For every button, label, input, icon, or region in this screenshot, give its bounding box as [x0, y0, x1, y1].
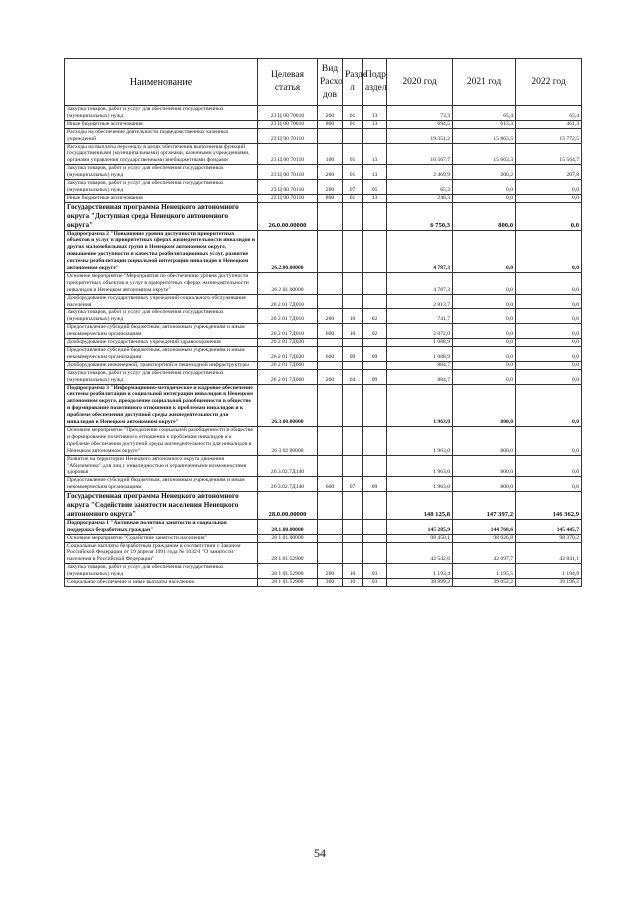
cell-2022: 0,0 — [516, 384, 582, 426]
cell-podr — [363, 272, 387, 294]
table-row — [65, 120, 582, 128]
table-row — [65, 564, 582, 579]
cell-vid — [318, 202, 343, 230]
cell-name: Основное мероприятие "Содействие занятости населения" — [65, 534, 258, 542]
cell-podr: 09 — [363, 369, 387, 384]
cell-name: Основное мероприятие "Мероприятия по обеспечению уровня доступности приоритетных объектов и услуг в приоритетных сферах жизнедеятельности инвалидов в Ненецком автономном округе" — [65, 272, 258, 294]
cell-name: Дооборудование инженерной, транспортной и пешеходной инфраструктуры — [65, 361, 258, 369]
cell-code: 26 2 01 7Д020 — [258, 347, 318, 362]
cell-2022: 1 194,9 — [516, 564, 582, 579]
cell-vid: 600 — [318, 477, 343, 492]
table-row — [65, 180, 582, 195]
cell-code: 26 2 01 00000 — [258, 272, 318, 294]
cell-razd: 01 — [343, 143, 363, 165]
cell-2022: 0,0 — [516, 230, 582, 272]
cell-code: 23 Ц 00 70110 — [258, 128, 318, 143]
table-row — [65, 369, 582, 384]
cell-2022: 145 445,7 — [516, 519, 582, 534]
cell-2020: 1 963,0 — [387, 455, 453, 477]
cell-code: 26 3.02.7Д140 — [258, 477, 318, 492]
cell-razd — [343, 272, 363, 294]
cell-2021: 0,0 — [453, 180, 516, 195]
cell-podr — [363, 426, 387, 455]
table-row — [65, 272, 582, 294]
cell-2021: 0,0 — [453, 347, 516, 362]
cell-podr: 03 — [363, 564, 387, 579]
cell-code: 28 1.01.52900 — [258, 542, 318, 564]
cell-vid — [318, 542, 343, 564]
cell-razd: 10 — [343, 324, 363, 339]
cell-podr: 13 — [363, 106, 387, 121]
cell-2021: 42 697,7 — [453, 542, 516, 564]
cell-podr: 13 — [363, 120, 387, 128]
cell-name: Иные бюджетные ассигнования — [65, 120, 258, 128]
cell-razd: 01 — [343, 194, 363, 202]
budget-table-sheet — [64, 58, 581, 587]
cell-razd — [343, 361, 363, 369]
cell-name: Государственная программа Ненецкого автономного округа "Содействие занятости населения Ненецкого автономного округа" — [65, 492, 258, 520]
cell-podr — [363, 339, 387, 347]
cell-vid: 200 — [318, 369, 343, 384]
cell-razd — [343, 339, 363, 347]
cell-name: Расходы на обеспечение деятельности подведомственных казенных учреждений — [65, 128, 258, 143]
cell-vid — [318, 492, 343, 520]
cell-name: Закупка товаров, работ и услуг для обеспечения государственных (муниципальных) нужд — [65, 165, 258, 180]
cell-vid: 200 — [318, 106, 343, 121]
header-razd: Разде л — [343, 59, 363, 106]
cell-name: Подпрограмма 3 "Информационно-методическое и кадровое обеспечение системы реабилитации и социальной интеграции инвалидов в Ненецком автономном округе, преодоление социальной разобщенности в обществе и формирование позитивного отношения к проблемам инвалидов и к проблеме обеспечения доступной среды жизнедеятельности для инвалидов в Ненецком автономном округе" — [65, 384, 258, 426]
cell-2021: 615,3 — [453, 120, 516, 128]
cell-vid — [318, 455, 343, 477]
header-podr: Подр аздел — [363, 59, 387, 106]
table-row — [65, 384, 582, 426]
cell-name: Закупка товаров, работ и услуг для обеспечения государственных (муниципальных) нужд — [65, 369, 258, 384]
cell-razd: 09 — [343, 347, 363, 362]
table-row — [65, 361, 582, 369]
table-row — [65, 534, 582, 542]
cell-2022: 0,0 — [516, 369, 582, 384]
cell-code: 23 Ц 00 70010 — [258, 120, 318, 128]
cell-2021: 800,0 — [453, 202, 516, 230]
cell-code: 23 Ц 00 70110 — [258, 165, 318, 180]
cell-razd: 07 — [343, 180, 363, 195]
cell-razd — [343, 519, 363, 534]
cell-name: Закупка товаров, работ и услуг для обеспечения государственных (муниципальных) нужд — [65, 180, 258, 195]
cell-razd — [343, 230, 363, 272]
cell-vid — [318, 361, 343, 369]
cell-2020: 4 787,3 — [387, 230, 453, 272]
cell-razd — [343, 294, 363, 309]
cell-2020: 2 813,7 — [387, 294, 453, 309]
cell-razd — [343, 384, 363, 426]
cell-name: Закупка товаров, работ и услуг для обеспечения государственных (муниципальных) нужд — [65, 564, 258, 579]
cell-2022: 0,0 — [516, 347, 582, 362]
cell-razd — [343, 542, 363, 564]
cell-2022: 65,4 — [516, 106, 582, 121]
cell-podr: 13 — [363, 194, 387, 202]
cell-2021: 200,2 — [453, 165, 516, 180]
table-row — [65, 230, 582, 272]
cell-code: 26 2 01 7Д010 — [258, 309, 318, 324]
cell-podr: 13 — [363, 165, 387, 180]
cell-2021: 15 863,5 — [453, 128, 516, 143]
cell-2021: 0,0 — [453, 361, 516, 369]
cell-vid — [318, 294, 343, 309]
cell-2022: 0,0 — [516, 294, 582, 309]
cell-vid — [318, 230, 343, 272]
table-row — [65, 294, 582, 309]
cell-2020: 145 285,9 — [387, 519, 453, 534]
cell-2020: 65,3 — [387, 180, 453, 195]
cell-razd: 04 — [343, 369, 363, 384]
table-row — [65, 542, 582, 564]
cell-2022: 0,0 — [516, 477, 582, 492]
table-row — [65, 202, 582, 230]
cell-2020: 884,7 — [387, 369, 453, 384]
cell-2021: 0,0 — [453, 309, 516, 324]
cell-podr: 05 — [363, 180, 387, 195]
cell-2020: 4 787,3 — [387, 272, 453, 294]
cell-2021: 0,0 — [453, 339, 516, 347]
cell-vid: 300 — [318, 579, 343, 587]
cell-2022: 0,0 — [516, 272, 582, 294]
cell-code: 28.0.00.00000 — [258, 492, 318, 520]
cell-code: 26 2 01 7Д010 — [258, 294, 318, 309]
table-row — [65, 106, 582, 121]
cell-razd — [343, 202, 363, 230]
table-row — [65, 309, 582, 324]
cell-vid: 200 — [318, 309, 343, 324]
cell-2022: 461,3 — [516, 120, 582, 128]
cell-podr — [363, 519, 387, 534]
cell-2022: 0,0 — [516, 426, 582, 455]
table-row — [65, 194, 582, 202]
table-row — [65, 426, 582, 455]
cell-2022: 0,0 — [516, 361, 582, 369]
cell-2022: 39 196,2 — [516, 579, 582, 587]
cell-name: Подпрограмма 2 "Повышение уровня доступности приоритетных объектов и услуг в приоритетных сферах жизнедеятельности инвалидов и других маломобильных групп в Ненецком автономном округе, повышение доступности и качества реабилитационных услуг, развитие системы реабилитации социальной интеграции инвалидов в Ненецком автономном округе" — [65, 230, 258, 272]
cell-name: Предоставление субсидий бюджетным, автономным учреждениям и иным некоммерческим организациям — [65, 347, 258, 362]
cell-2021: 1 195,5 — [453, 564, 516, 579]
cell-2021: 39 052,2 — [453, 579, 516, 587]
cell-podr — [363, 542, 387, 564]
cell-2020: 2 469,9 — [387, 165, 453, 180]
table-row — [65, 143, 582, 165]
cell-code: 26.2.00.00000 — [258, 230, 318, 272]
cell-name: Предоставление субсидий бюджетным, автономным учреждениям и иным некоммерческим организациям — [65, 477, 258, 492]
cell-2020: 1 193,4 — [387, 564, 453, 579]
table-row — [65, 324, 582, 339]
cell-2022: 0,0 — [516, 455, 582, 477]
cell-vid: 800 — [318, 120, 343, 128]
cell-vid — [318, 534, 343, 542]
cell-vid: 100 — [318, 143, 343, 165]
cell-2021: 0,0 — [453, 369, 516, 384]
header-code: Целевая статья — [258, 59, 318, 106]
cell-name: Иные бюджетные ассигнования — [65, 194, 258, 202]
cell-2021: 0,0 — [453, 294, 516, 309]
cell-vid: 200 — [318, 180, 343, 195]
table-row — [65, 128, 582, 143]
cell-vid: 200 — [318, 165, 343, 180]
cell-podr — [363, 384, 387, 426]
cell-2022: 0,0 — [516, 202, 582, 230]
cell-2020: 1 963,0 — [387, 477, 453, 492]
cell-code: 28 1 01.52900 — [258, 564, 318, 579]
cell-podr — [363, 492, 387, 520]
cell-code: 28 1 01.00000 — [258, 534, 318, 542]
cell-code: 26.3.02.7Д140 — [258, 455, 318, 477]
cell-razd — [343, 534, 363, 542]
cell-2021: 0,0 — [453, 194, 516, 202]
cell-code: 26.0.00.00000 — [258, 202, 318, 230]
cell-razd: 01 — [343, 106, 363, 121]
cell-razd: 10 — [343, 579, 363, 587]
cell-podr: 09 — [363, 477, 387, 492]
cell-2020: 1 963,0 — [387, 384, 453, 426]
cell-razd: 10 — [343, 564, 363, 579]
table-body — [65, 106, 582, 587]
cell-razd: 07 — [343, 477, 363, 492]
cell-podr: 13 — [363, 143, 387, 165]
cell-podr — [363, 455, 387, 477]
cell-name: Социальное обеспечение и иные выплаты населению — [65, 579, 258, 587]
cell-podr — [363, 128, 387, 143]
cell-name: Закупка товаров, работ и услуг для обеспечения государственных (муниципальных) нужд — [65, 309, 258, 324]
cell-name: Развитие на территории Ненецкого автономного округа движения "Абилимпикс" для лиц с инвалидностью и ограниченными возможностями здоровья — [65, 455, 258, 477]
cell-2020: 1 963,0 — [387, 426, 453, 455]
cell-code: 23 Ц 00 70110 — [258, 180, 318, 195]
cell-2020: 884,7 — [387, 361, 453, 369]
cell-vid — [318, 272, 343, 294]
cell-code: 26 2 01 7Д010 — [258, 324, 318, 339]
cell-code: 26 2 01 7Д020 — [258, 339, 318, 347]
cell-podr — [363, 202, 387, 230]
cell-2021: 800,0 — [453, 384, 516, 426]
table-row — [65, 492, 582, 520]
cell-razd — [343, 455, 363, 477]
cell-podr: 02 — [363, 309, 387, 324]
cell-2021: 800,0 — [453, 455, 516, 477]
cell-2021: 98 026,8 — [453, 534, 516, 542]
cell-2020: 73,3 — [387, 106, 453, 121]
table-header-row — [65, 59, 582, 106]
cell-2021: 800,0 — [453, 426, 516, 455]
cell-2022: 0,0 — [516, 194, 582, 202]
cell-2022: 146 362,9 — [516, 492, 582, 520]
cell-code: 23 Ц 00 70010 — [258, 106, 318, 121]
table-row — [65, 519, 582, 534]
cell-name: Основное мероприятие "Преодоление социальной разобщенности в обществе и формирование позитивного отношения к проблемам инвалидов и к проблеме обеспечения доступной среды жизнедеятельности для инвалидов в Ненецком автономном округе" — [65, 426, 258, 455]
cell-name: Государственная программа Ненецкого автономного округа "Доступная среда Ненецкого автономного округа" — [65, 202, 258, 230]
cell-vid — [318, 128, 343, 143]
cell-2022: 15 564,7 — [516, 143, 582, 165]
cell-2020: 741,7 — [387, 309, 453, 324]
cell-2021: 147 397,2 — [453, 492, 516, 520]
header-2022: 2022 год — [516, 59, 582, 106]
cell-2022: 0,0 — [516, 339, 582, 347]
cell-2022: 0,0 — [516, 180, 582, 195]
cell-2020: 19 351,2 — [387, 128, 453, 143]
cell-vid: 600 — [318, 347, 343, 362]
cell-code: 26 3 02 00000 — [258, 426, 318, 455]
cell-razd — [343, 492, 363, 520]
cell-2022: 0,0 — [516, 324, 582, 339]
cell-podr — [363, 294, 387, 309]
cell-name: Дооборудование государственных учреждений социального обслуживания населения — [65, 294, 258, 309]
cell-podr — [363, 361, 387, 369]
cell-2021: 0,0 — [453, 272, 516, 294]
budget-table — [64, 58, 582, 587]
cell-name: Социальные выплаты безработным гражданам в соответствии с Законом Российской Федерации от 19 апреля 1991 года № 1032-I "О занятости населения в Российской Федерации" — [65, 542, 258, 564]
cell-name: Предоставление субсидий бюджетным, автономным учреждениям и иным некоммерческим организациям — [65, 324, 258, 339]
cell-name: Дооборудование государственных учреждений здравоохранения — [65, 339, 258, 347]
cell-2020: 38 899,2 — [387, 579, 453, 587]
cell-2020: 2 072,0 — [387, 324, 453, 339]
header-2021: 2021 год — [453, 59, 516, 106]
cell-2021: 15 663,3 — [453, 143, 516, 165]
cell-vid — [318, 519, 343, 534]
cell-2022: 207,8 — [516, 165, 582, 180]
cell-name: Подпрограмма 1 "Активная политика занятости и социальная поддержка безработных граждан" — [65, 519, 258, 534]
cell-2020: 694,5 — [387, 120, 453, 128]
cell-code: 28.1.00.00000 — [258, 519, 318, 534]
cell-razd: 10 — [343, 309, 363, 324]
cell-razd: 01 — [343, 165, 363, 180]
cell-razd — [343, 128, 363, 143]
cell-podr: 02 — [363, 324, 387, 339]
cell-vid: 800 — [318, 194, 343, 202]
cell-vid: 200 — [318, 564, 343, 579]
cell-2020: 16 567,7 — [387, 143, 453, 165]
cell-2022: 98 370,2 — [516, 534, 582, 542]
cell-2020: 148 125,8 — [387, 492, 453, 520]
header-2020: 2020 год — [387, 59, 453, 106]
table-row — [65, 477, 582, 492]
cell-2022: 15 772,5 — [516, 128, 582, 143]
cell-2021: 800,0 — [453, 477, 516, 492]
cell-2021: 0,0 — [453, 230, 516, 272]
header-vid: Вид Расхо дов — [318, 59, 343, 106]
table-row — [65, 455, 582, 477]
cell-2021: 0,0 — [453, 324, 516, 339]
cell-podr: 09 — [363, 347, 387, 362]
cell-podr — [363, 230, 387, 272]
cell-name: Расходы на выплаты персоналу в целях обеспечения выполнения функций государственными (муниципальными) органами, казенными учреждениями, органами управления государственными внебюджетными фондами — [65, 143, 258, 165]
cell-2021: 144 768,6 — [453, 519, 516, 534]
header-name: Наименование — [65, 59, 258, 106]
cell-code: 23 Ц 00 70110 — [258, 194, 318, 202]
cell-2020: 42 542,6 — [387, 542, 453, 564]
cell-vid — [318, 426, 343, 455]
cell-2020: 1 088,9 — [387, 347, 453, 362]
cell-2022: 42 841,1 — [516, 542, 582, 564]
table-row — [65, 165, 582, 180]
table-row — [65, 347, 582, 362]
cell-2021: 65,4 — [453, 106, 516, 121]
cell-code: 23 Ц 00 70110 — [258, 143, 318, 165]
table-row — [65, 579, 582, 587]
table-row — [65, 339, 582, 347]
page-number: 54 — [314, 846, 326, 860]
cell-2020: 98 450,1 — [387, 534, 453, 542]
cell-razd — [343, 426, 363, 455]
cell-2020: 6 750,3 — [387, 202, 453, 230]
cell-code: 26 2 01 7Д060 — [258, 369, 318, 384]
cell-vid — [318, 384, 343, 426]
cell-2020: 248,3 — [387, 194, 453, 202]
cell-podr: 03 — [363, 579, 387, 587]
cell-podr — [363, 534, 387, 542]
cell-name: Закупка товаров, работ и услуг для обеспечения государственных (муниципальных) нужд — [65, 106, 258, 121]
cell-2020: 1 088,9 — [387, 339, 453, 347]
cell-code: 26 2 01 7Д060 — [258, 361, 318, 369]
cell-vid: 600 — [318, 324, 343, 339]
cell-vid — [318, 339, 343, 347]
cell-code: 26.3.00.00000 — [258, 384, 318, 426]
cell-code: 28 1 01.52900 — [258, 579, 318, 587]
cell-2022: 0,0 — [516, 309, 582, 324]
cell-razd: 01 — [343, 120, 363, 128]
